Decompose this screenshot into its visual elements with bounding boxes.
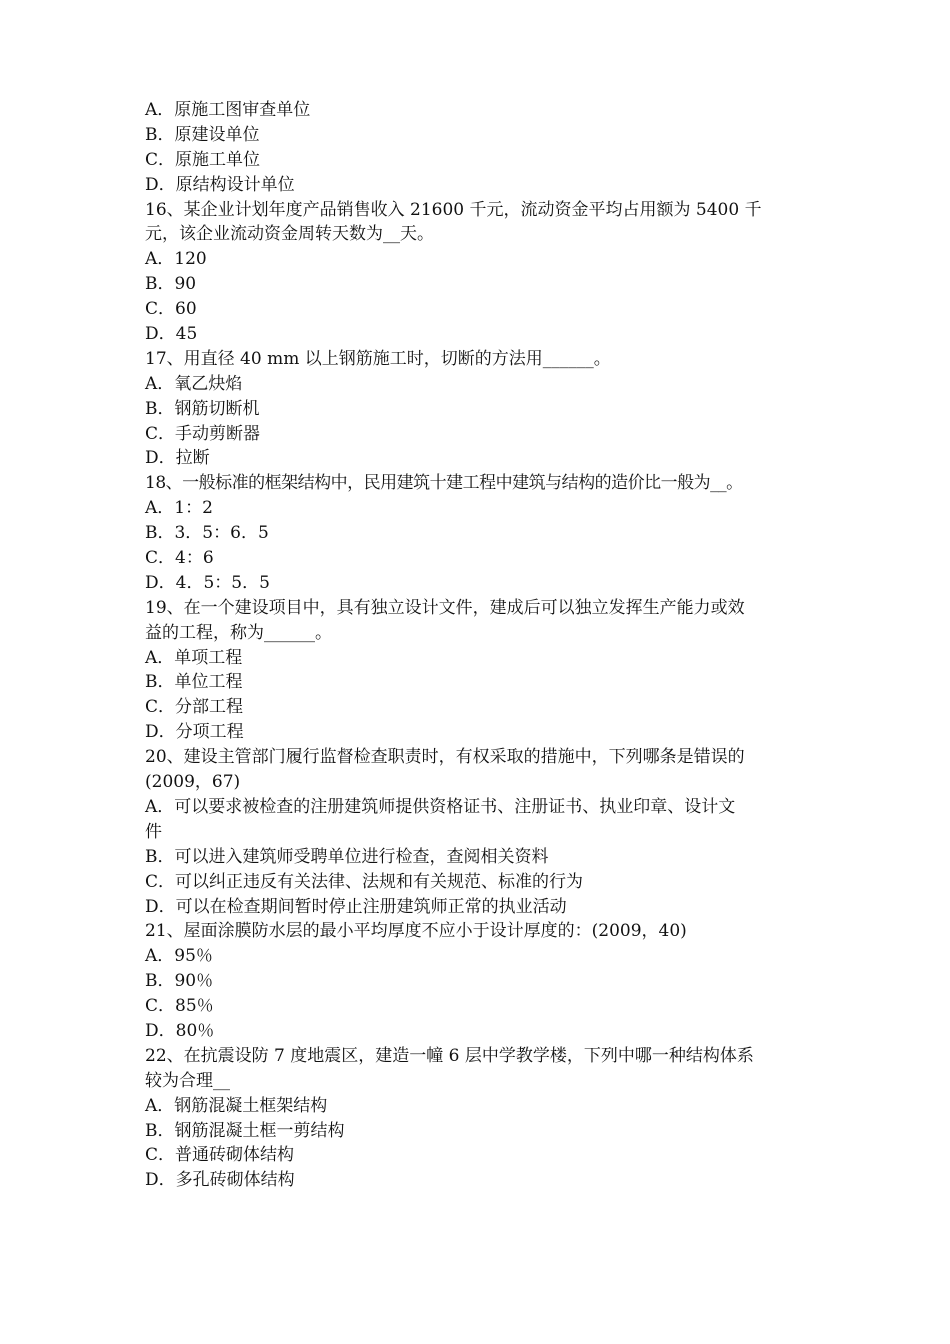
question-22-line-2: 较为合理__ (145, 1070, 230, 1091)
option-line: A．95％ (145, 946, 213, 967)
option-line: C．手动剪断器 (145, 423, 261, 444)
question-16-line-1: 16、某企业计划年度产品销售收入 21600 千元，流动资金平均占用额为 5400 千 (145, 199, 762, 220)
option-line: B．90 (145, 274, 197, 295)
option-line: D．4．5：5．5 (145, 572, 270, 593)
option-line-continued: 件 (145, 821, 162, 842)
option-line: D．分项工程 (145, 722, 244, 743)
option-line: C．原施工单位 (145, 149, 261, 170)
question-21: 21、屋面涂膜防水层的最小平均厚度不应小于设计厚度的：(2009，40) (145, 921, 687, 942)
option-line: D．45 (145, 324, 198, 345)
option-line: A．单项工程 (145, 647, 243, 668)
question-17: 17、用直径 40 mm 以上钢筋施工时，切断的方法用______。 (145, 348, 611, 369)
option-line: D．多孔砖砌体结构 (145, 1170, 295, 1191)
option-line: A．原施工图审查单位 (145, 100, 311, 120)
option-line: D．拉断 (145, 448, 210, 469)
option-line: D．原结构设计单位 (145, 174, 295, 195)
option-line: C．85％ (145, 996, 214, 1017)
question-16-line-2: 元，该企业流动资金周转天数为__天。 (145, 224, 434, 245)
option-line: B．钢筋混凝土框一剪结构 (145, 1120, 345, 1141)
option-line: B．单位工程 (145, 672, 243, 693)
option-line: A．钢筋混凝土框架结构 (145, 1095, 328, 1116)
option-line: B．钢筋切断机 (145, 398, 260, 419)
option-line: D．可以在检查期间暂时停止注册建筑师正常的执业活动 (145, 896, 567, 917)
option-line: A．氧乙炔焰 (145, 373, 243, 394)
option-line: A．120 (145, 249, 207, 270)
option-line: A．1：2 (145, 498, 213, 519)
option-line: A．可以要求被检查的注册建筑师提供资格证书、注册证书、执业印章、设计文 (145, 796, 736, 817)
option-line: B．90％ (145, 971, 214, 992)
question-19-line-1: 19、在一个建设项目中，具有独立设计文件，建成后可以独立发挥生产能力或效 (145, 597, 745, 618)
option-line: C．4：6 (145, 548, 214, 569)
option-line: C．普通砖砌体结构 (145, 1145, 295, 1166)
option-line: C．可以纠正违反有关法律、法规和有关规范、标准的行为 (145, 871, 584, 892)
question-20-line-2: (2009，67) (145, 772, 241, 793)
option-line: B．3．5：6．5 (145, 523, 269, 544)
question-22-line-1: 22、在抗震设防 7 度地震区，建造一幢 6 层中学教学楼，下列中哪一种结构体系 (145, 1045, 754, 1066)
option-line: B．原建设单位 (145, 124, 260, 145)
question-20-line-1: 20、建设主管部门履行监督检查职责时，有权采取的措施中，下列哪条是错误的 (145, 747, 745, 768)
option-line: D．80％ (145, 1020, 215, 1041)
document-page (145, 98, 815, 1193)
option-line: C．60 (145, 299, 197, 320)
option-line: C．分部工程 (145, 697, 244, 718)
question-19-line-2: 益的工程，称为______。 (145, 622, 332, 643)
question-18: 18、一般标准的框架结构中，民用建筑十建工程中建筑与结构的造价比一般为__。 (145, 473, 743, 494)
option-line: B．可以进入建筑师受聘单位进行检查，查阅相关资料 (145, 846, 549, 867)
